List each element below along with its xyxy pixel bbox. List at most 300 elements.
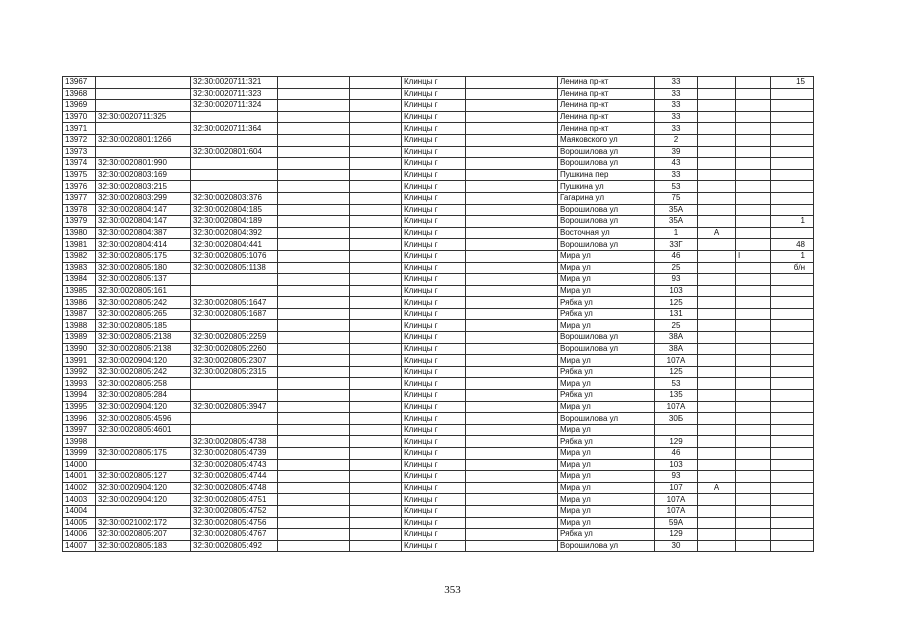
cell-col-4 (278, 448, 350, 460)
registry-table-body (63, 77, 814, 552)
cell-street: Рябка ул (558, 436, 655, 448)
cell-row-number: 14001 (63, 471, 96, 483)
cell-col-5 (350, 262, 402, 274)
table-row (63, 332, 814, 344)
cell-apartment (771, 332, 814, 344)
cell-building (736, 505, 771, 517)
cell-col-7 (466, 355, 558, 367)
cell-col-7 (466, 343, 558, 355)
cell-col-5 (350, 181, 402, 193)
cell-row-number: 13993 (63, 378, 96, 390)
cell-street: Пушкина пер (558, 169, 655, 181)
cell-col-7 (466, 216, 558, 228)
cell-building-number: 32:30:0020711:321 (191, 77, 278, 89)
cell-letter (698, 517, 736, 529)
cell-apartment (771, 540, 814, 552)
cell-col-7 (466, 436, 558, 448)
cell-row-number: 13985 (63, 285, 96, 297)
cell-letter (698, 297, 736, 309)
cell-parcel-number (96, 88, 191, 100)
cell-house-number: 125 (655, 366, 698, 378)
cell-building-number (191, 158, 278, 170)
cell-parcel-number: 32:30:0020805:137 (96, 274, 191, 286)
cell-city: Клинцы г (402, 505, 466, 517)
cell-house-number: 107А (655, 494, 698, 506)
cell-building-number: 32:30:0020711:324 (191, 100, 278, 112)
cell-letter (698, 343, 736, 355)
cell-house-number: 33 (655, 77, 698, 89)
cell-house-number: 43 (655, 158, 698, 170)
cell-building (736, 158, 771, 170)
cell-city: Клинцы г (402, 77, 466, 89)
cell-apartment (771, 134, 814, 146)
cell-city: Клинцы г (402, 471, 466, 483)
cell-building (736, 494, 771, 506)
cell-building-number: 32:30:0020804:392 (191, 227, 278, 239)
cell-letter (698, 146, 736, 158)
cell-building (736, 529, 771, 541)
cell-building-number (191, 320, 278, 332)
cell-house-number: 33 (655, 100, 698, 112)
cell-col-5 (350, 169, 402, 181)
cell-building (736, 471, 771, 483)
cell-parcel-number: 32:30:0020804:147 (96, 216, 191, 228)
cell-col-7 (466, 77, 558, 89)
cell-city: Клинцы г (402, 343, 466, 355)
cell-col-7 (466, 88, 558, 100)
cell-apartment (771, 297, 814, 309)
cell-col-7 (466, 517, 558, 529)
cell-col-5 (350, 540, 402, 552)
cell-col-4 (278, 436, 350, 448)
cell-city: Клинцы г (402, 459, 466, 471)
cell-letter: А (698, 227, 736, 239)
cell-parcel-number: 32:30:0020805:284 (96, 390, 191, 402)
table-row (63, 274, 814, 286)
cell-apartment (771, 158, 814, 170)
cell-apartment (771, 192, 814, 204)
cell-apartment (771, 227, 814, 239)
cell-parcel-number: 32:30:0020805:258 (96, 378, 191, 390)
table-row (63, 88, 814, 100)
cell-col-7 (466, 192, 558, 204)
cell-letter (698, 274, 736, 286)
cell-row-number: 13983 (63, 262, 96, 274)
cell-building (736, 239, 771, 251)
cell-street: Маяковского ул (558, 134, 655, 146)
table-row (63, 297, 814, 309)
cell-building (736, 297, 771, 309)
cell-letter (698, 471, 736, 483)
cell-col-7 (466, 274, 558, 286)
cell-house-number: 25 (655, 262, 698, 274)
cell-house-number: 131 (655, 308, 698, 320)
cell-col-4 (278, 505, 350, 517)
cell-row-number: 13984 (63, 274, 96, 286)
cell-apartment (771, 204, 814, 216)
cell-col-7 (466, 111, 558, 123)
cell-building (736, 401, 771, 413)
cell-row-number: 13973 (63, 146, 96, 158)
cell-building (736, 366, 771, 378)
cell-parcel-number: 32:30:0020805:4596 (96, 413, 191, 425)
cell-apartment (771, 169, 814, 181)
cell-house-number: 125 (655, 297, 698, 309)
cell-row-number: 13989 (63, 332, 96, 344)
cell-building (736, 424, 771, 436)
cell-building-number: 32:30:0020804:441 (191, 239, 278, 251)
cell-col-4 (278, 146, 350, 158)
table-row (63, 77, 814, 89)
cell-apartment: б/н (771, 262, 814, 274)
cell-parcel-number: 32:30:0020803:215 (96, 181, 191, 193)
cell-street: Ленина пр-кт (558, 77, 655, 89)
cell-street: Ворошилова ул (558, 158, 655, 170)
cell-col-7 (466, 505, 558, 517)
cell-col-4 (278, 297, 350, 309)
cell-col-4 (278, 332, 350, 344)
cell-col-5 (350, 88, 402, 100)
cell-building-number: 32:30:0020804:185 (191, 204, 278, 216)
cell-house-number: 2 (655, 134, 698, 146)
table-row (63, 111, 814, 123)
cell-apartment (771, 343, 814, 355)
cell-col-4 (278, 355, 350, 367)
cell-parcel-number: 32:30:0020805:2138 (96, 332, 191, 344)
cell-building-number (191, 181, 278, 193)
cell-letter (698, 390, 736, 402)
cell-street: Ворошилова ул (558, 216, 655, 228)
cell-house-number: 1 (655, 227, 698, 239)
cell-col-5 (350, 146, 402, 158)
cell-building-number (191, 390, 278, 402)
cell-house-number: 93 (655, 471, 698, 483)
cell-col-5 (350, 390, 402, 402)
cell-city: Клинцы г (402, 413, 466, 425)
cell-parcel-number: 32:30:0020805:161 (96, 285, 191, 297)
cell-col-5 (350, 77, 402, 89)
cell-apartment (771, 123, 814, 135)
cell-col-5 (350, 529, 402, 541)
cell-row-number: 13988 (63, 320, 96, 332)
cell-house-number: 30 (655, 540, 698, 552)
cell-building-number: 32:30:0020805:4751 (191, 494, 278, 506)
cell-letter (698, 448, 736, 460)
cell-col-4 (278, 216, 350, 228)
cell-apartment (771, 471, 814, 483)
table-row (63, 285, 814, 297)
cell-street: Мира ул (558, 285, 655, 297)
cell-col-4 (278, 413, 350, 425)
table-row (63, 540, 814, 552)
cell-house-number: 53 (655, 181, 698, 193)
cell-house-number: 33 (655, 88, 698, 100)
cell-parcel-number: 32:30:0020805:242 (96, 297, 191, 309)
cell-city: Клинцы г (402, 320, 466, 332)
cell-city: Клинцы г (402, 482, 466, 494)
cell-house-number: 107 (655, 482, 698, 494)
cell-city: Клинцы г (402, 378, 466, 390)
cell-col-7 (466, 239, 558, 251)
cell-row-number: 13976 (63, 181, 96, 193)
cell-house-number: 46 (655, 448, 698, 460)
table-row (63, 448, 814, 460)
table-row (63, 482, 814, 494)
cell-apartment (771, 355, 814, 367)
cell-parcel-number: 32:30:0020805:4601 (96, 424, 191, 436)
cell-building (736, 227, 771, 239)
cell-col-5 (350, 297, 402, 309)
cell-col-7 (466, 448, 558, 460)
cell-col-5 (350, 448, 402, 460)
cell-building-number: 32:30:0020804:189 (191, 216, 278, 228)
cell-row-number: 14004 (63, 505, 96, 517)
cell-building (736, 181, 771, 193)
cell-city: Клинцы г (402, 366, 466, 378)
cell-building (736, 146, 771, 158)
cell-city: Клинцы г (402, 100, 466, 112)
cell-street: Мира ул (558, 401, 655, 413)
cell-city: Клинцы г (402, 169, 466, 181)
cell-col-5 (350, 471, 402, 483)
cell-col-4 (278, 343, 350, 355)
cell-col-7 (466, 227, 558, 239)
cell-street: Рябка ул (558, 366, 655, 378)
table-row (63, 320, 814, 332)
table-row (63, 459, 814, 471)
cell-house-number: 53 (655, 378, 698, 390)
cell-col-4 (278, 494, 350, 506)
cell-street: Мира ул (558, 471, 655, 483)
cell-col-7 (466, 297, 558, 309)
cell-row-number: 13979 (63, 216, 96, 228)
cell-col-5 (350, 482, 402, 494)
cell-building-number: 32:30:0020805:4744 (191, 471, 278, 483)
table-row (63, 146, 814, 158)
cell-street: Мира ул (558, 482, 655, 494)
table-row (63, 100, 814, 112)
cell-row-number: 14002 (63, 482, 96, 494)
cell-parcel-number: 32:30:0020803:299 (96, 192, 191, 204)
cell-city: Клинцы г (402, 216, 466, 228)
cell-letter (698, 505, 736, 517)
cell-street: Ленина пр-кт (558, 100, 655, 112)
cell-col-7 (466, 401, 558, 413)
cell-col-5 (350, 378, 402, 390)
cell-row-number: 14000 (63, 459, 96, 471)
cell-parcel-number (96, 505, 191, 517)
cell-parcel-number (96, 459, 191, 471)
cell-parcel-number: 32:30:0020804:414 (96, 239, 191, 251)
cell-letter (698, 100, 736, 112)
table-row (63, 181, 814, 193)
cell-apartment (771, 529, 814, 541)
cell-apartment (771, 494, 814, 506)
cell-building (736, 192, 771, 204)
cell-letter (698, 378, 736, 390)
cell-building (736, 320, 771, 332)
cell-parcel-number: 32:30:0020805:175 (96, 448, 191, 460)
table-row (63, 366, 814, 378)
cell-col-7 (466, 471, 558, 483)
cell-col-7 (466, 100, 558, 112)
cell-apartment: 1 (771, 216, 814, 228)
cell-building-number: 32:30:0020805:4752 (191, 505, 278, 517)
cell-city: Клинцы г (402, 192, 466, 204)
cell-row-number: 13967 (63, 77, 96, 89)
cell-building-number (191, 285, 278, 297)
cell-row-number: 13969 (63, 100, 96, 112)
cell-col-4 (278, 390, 350, 402)
cell-street: Пушкина ул (558, 181, 655, 193)
cell-apartment (771, 482, 814, 494)
cell-col-4 (278, 134, 350, 146)
cell-city: Клинцы г (402, 204, 466, 216)
cell-house-number: 33Г (655, 239, 698, 251)
cell-col-7 (466, 204, 558, 216)
table-row (63, 413, 814, 425)
table-row (63, 216, 814, 228)
cell-col-7 (466, 123, 558, 135)
cell-street: Рябка ул (558, 390, 655, 402)
cell-building-number (191, 169, 278, 181)
cell-street: Ленина пр-кт (558, 88, 655, 100)
cell-apartment (771, 146, 814, 158)
cell-street: Рябка ул (558, 529, 655, 541)
cell-row-number: 13999 (63, 448, 96, 460)
cell-street: Мира ул (558, 274, 655, 286)
cell-letter (698, 158, 736, 170)
cell-city: Клинцы г (402, 274, 466, 286)
cell-apartment: 15 (771, 77, 814, 89)
cell-col-4 (278, 482, 350, 494)
cell-city: Клинцы г (402, 146, 466, 158)
cell-city: Клинцы г (402, 250, 466, 262)
cell-row-number: 13992 (63, 366, 96, 378)
cell-row-number: 13977 (63, 192, 96, 204)
cell-building (736, 308, 771, 320)
cell-col-4 (278, 517, 350, 529)
cell-letter (698, 320, 736, 332)
cell-letter (698, 88, 736, 100)
cell-building-number: 32:30:0020805:2259 (191, 332, 278, 344)
cell-col-5 (350, 424, 402, 436)
cell-house-number: 25 (655, 320, 698, 332)
cell-col-5 (350, 517, 402, 529)
cell-row-number: 13982 (63, 250, 96, 262)
cell-parcel-number: 32:30:0020805:2138 (96, 343, 191, 355)
cell-street: Мира ул (558, 378, 655, 390)
table-row (63, 262, 814, 274)
cell-building (736, 482, 771, 494)
cell-col-7 (466, 332, 558, 344)
cell-city: Клинцы г (402, 297, 466, 309)
cell-city: Клинцы г (402, 332, 466, 344)
cell-parcel-number (96, 123, 191, 135)
cell-col-5 (350, 100, 402, 112)
cell-house-number: 38А (655, 343, 698, 355)
cell-apartment (771, 308, 814, 320)
cell-street: Мира ул (558, 355, 655, 367)
cell-col-4 (278, 424, 350, 436)
cell-letter (698, 308, 736, 320)
cell-house-number: 129 (655, 436, 698, 448)
cell-col-7 (466, 390, 558, 402)
cell-parcel-number: 32:30:0020805:175 (96, 250, 191, 262)
cell-building-number: 32:30:0020805:2260 (191, 343, 278, 355)
cell-city: Клинцы г (402, 308, 466, 320)
cell-apartment (771, 448, 814, 460)
cell-building (736, 517, 771, 529)
cell-building (736, 413, 771, 425)
cell-letter (698, 123, 736, 135)
cell-city: Клинцы г (402, 540, 466, 552)
cell-street: Мира ул (558, 250, 655, 262)
cell-building-number (191, 134, 278, 146)
cell-building (736, 169, 771, 181)
cell-apartment (771, 413, 814, 425)
cell-street: Ворошилова ул (558, 413, 655, 425)
cell-col-5 (350, 436, 402, 448)
cell-building (736, 390, 771, 402)
cell-building (736, 285, 771, 297)
cell-col-5 (350, 332, 402, 344)
cell-col-4 (278, 529, 350, 541)
cell-city: Клинцы г (402, 424, 466, 436)
cell-col-7 (466, 320, 558, 332)
cell-house-number: 75 (655, 192, 698, 204)
cell-building-number: 32:30:0020805:4748 (191, 482, 278, 494)
cell-apartment (771, 401, 814, 413)
cell-col-5 (350, 320, 402, 332)
cell-city: Клинцы г (402, 401, 466, 413)
cell-row-number: 14003 (63, 494, 96, 506)
table-row (63, 378, 814, 390)
cell-col-4 (278, 459, 350, 471)
cell-building-number: 32:30:0020711:323 (191, 88, 278, 100)
cell-building-number: 32:30:0020803:376 (191, 192, 278, 204)
cell-city: Клинцы г (402, 355, 466, 367)
cell-building (736, 459, 771, 471)
cell-col-7 (466, 250, 558, 262)
cell-house-number: 129 (655, 529, 698, 541)
cell-col-5 (350, 204, 402, 216)
cell-row-number: 13995 (63, 401, 96, 413)
cell-col-5 (350, 413, 402, 425)
cell-parcel-number: 32:30:0020805:127 (96, 471, 191, 483)
cell-house-number: 107А (655, 401, 698, 413)
cell-apartment: 48 (771, 239, 814, 251)
cell-col-4 (278, 181, 350, 193)
cell-house-number: 107А (655, 505, 698, 517)
cell-letter (698, 332, 736, 344)
cell-city: Клинцы г (402, 134, 466, 146)
cell-col-5 (350, 123, 402, 135)
cell-building (736, 111, 771, 123)
cell-building-number: 32:30:0020805:1647 (191, 297, 278, 309)
cell-house-number: 35А (655, 216, 698, 228)
cell-street: Восточная ул (558, 227, 655, 239)
cell-letter (698, 111, 736, 123)
cell-col-7 (466, 482, 558, 494)
cell-col-5 (350, 366, 402, 378)
cell-house-number: 30Б (655, 413, 698, 425)
cell-col-7 (466, 181, 558, 193)
cell-city: Клинцы г (402, 494, 466, 506)
cell-row-number: 13968 (63, 88, 96, 100)
cell-city: Клинцы г (402, 285, 466, 297)
cell-house-number: 59А (655, 517, 698, 529)
